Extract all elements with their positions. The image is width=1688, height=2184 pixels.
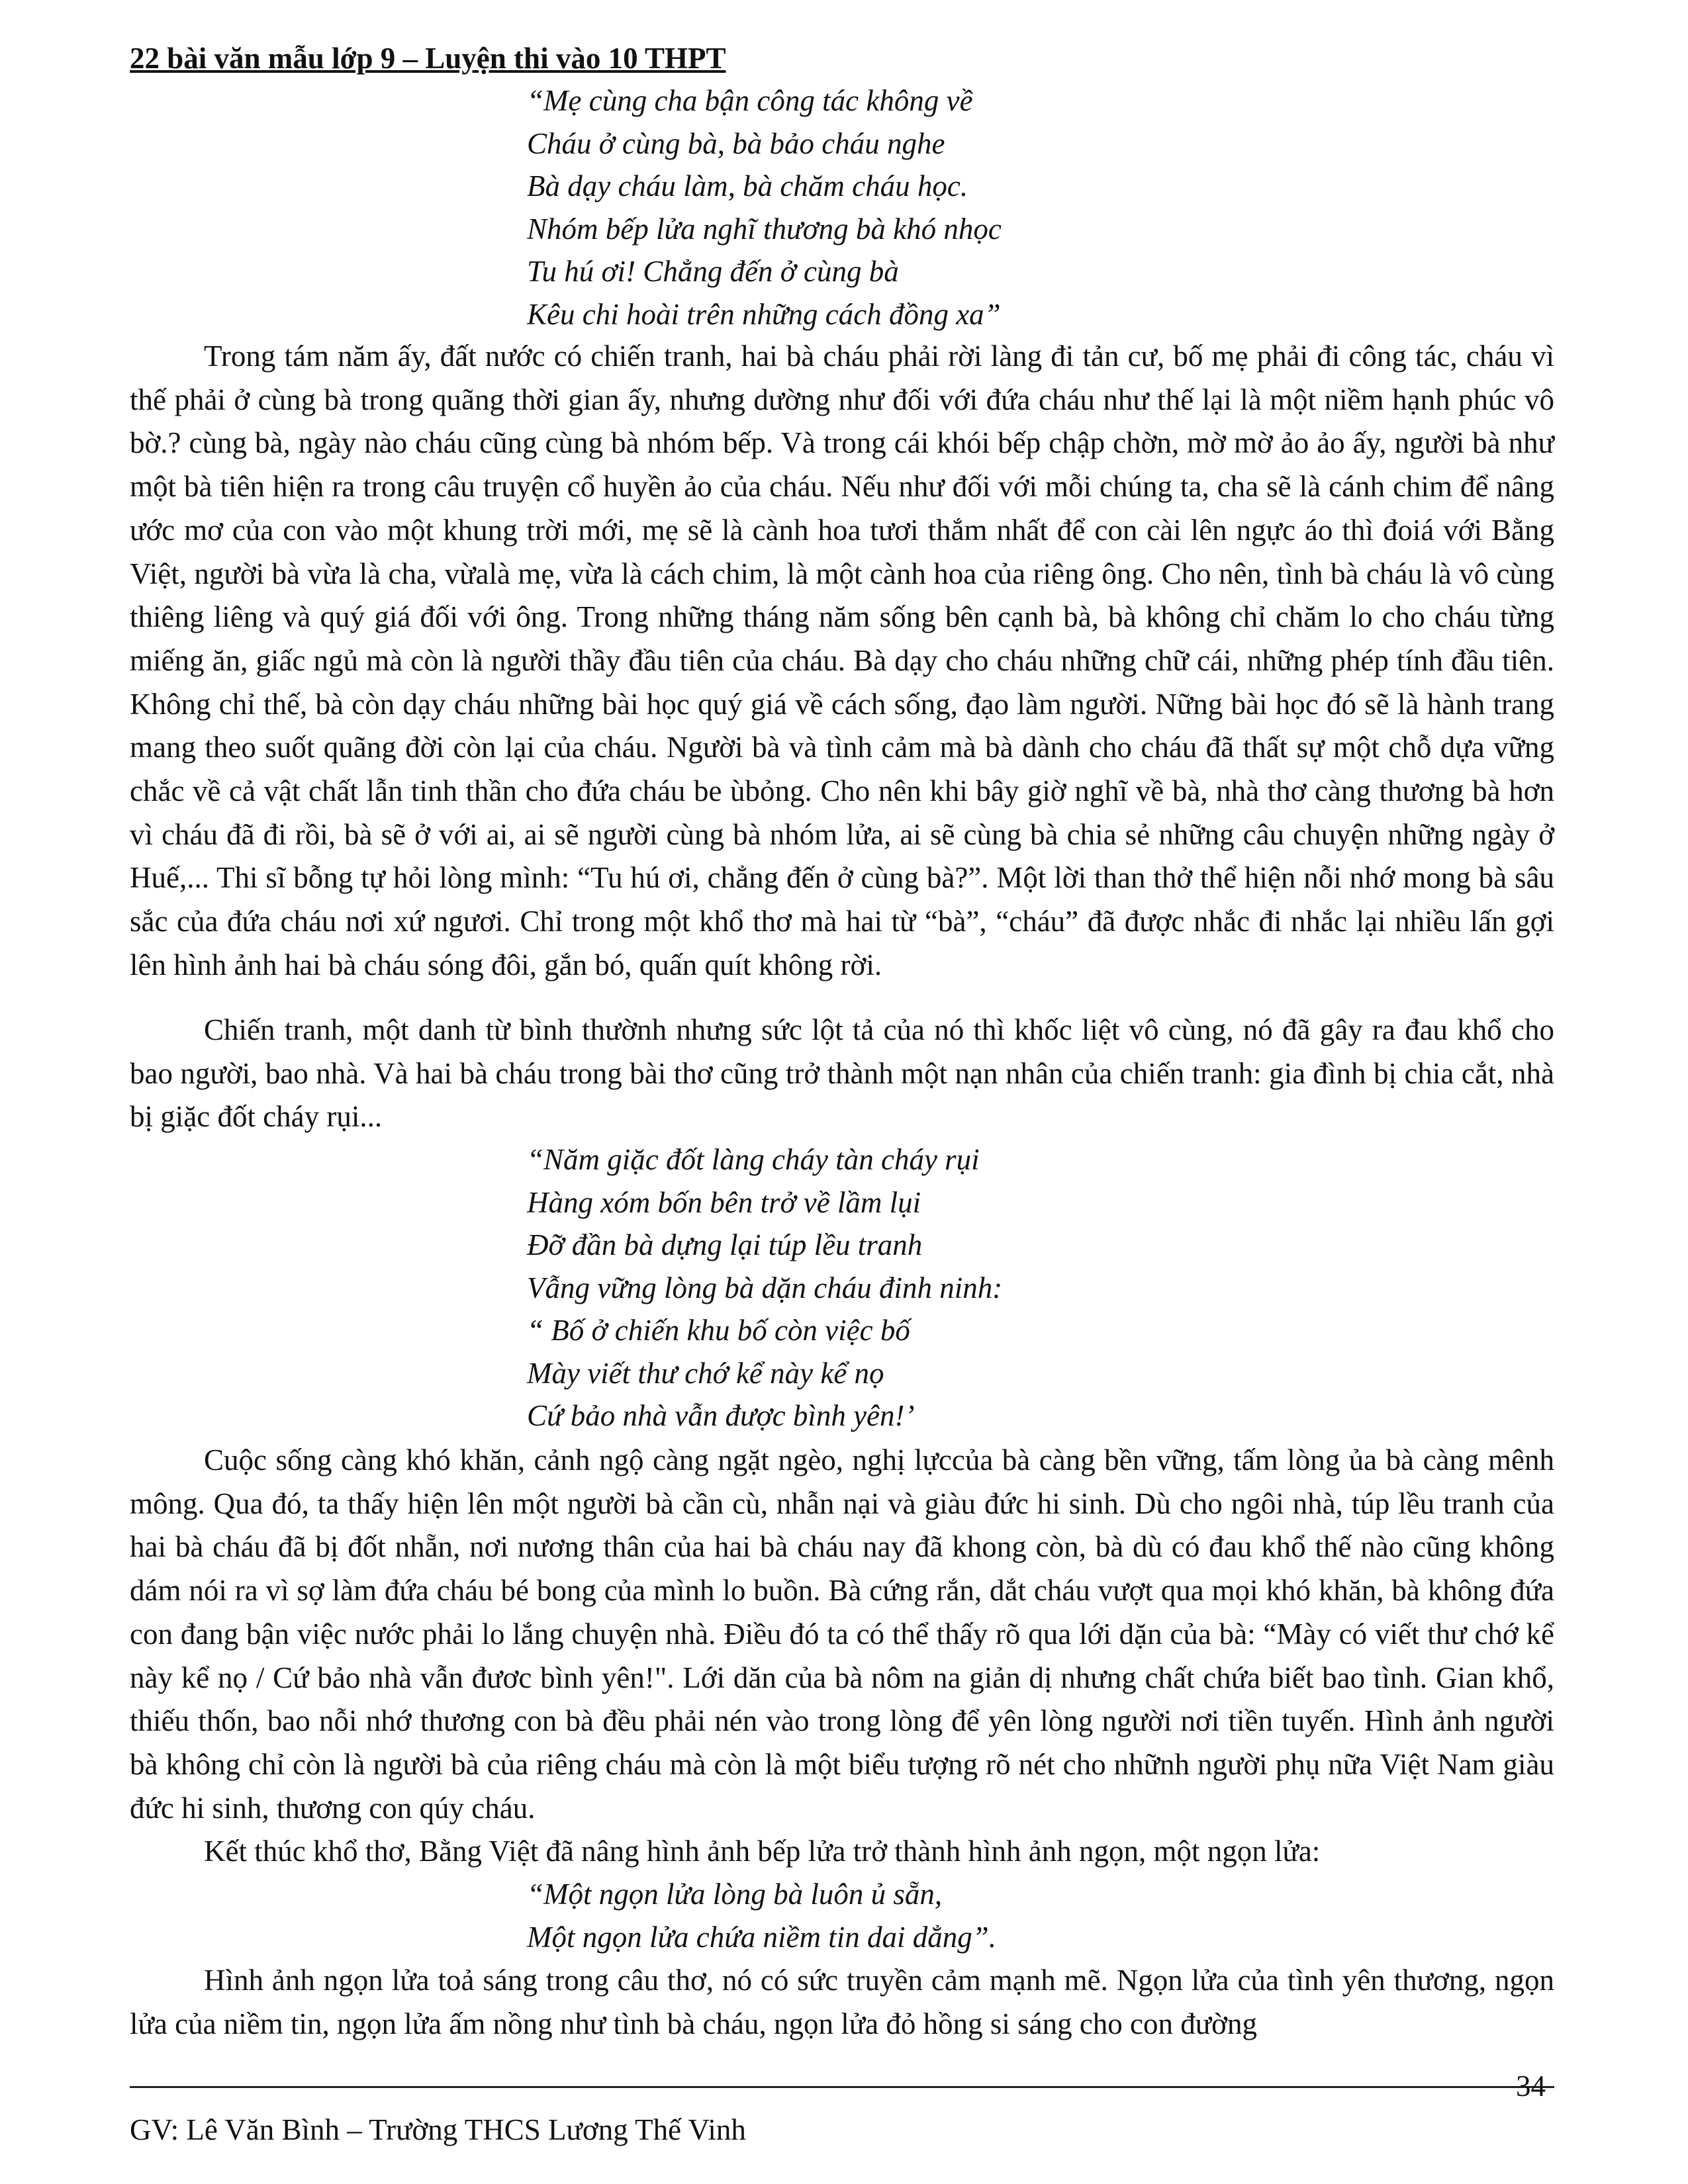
footer-author: GV: Lê Văn Bình – Trường THCS Lương Thế Vinh bbox=[130, 2113, 746, 2146]
poem-line: Hàng xóm bốn bên trở về lầm lụi bbox=[527, 1185, 921, 1219]
document-header-title: 22 bài văn mẫu lớp 9 – Luyện thi vào 10 THPT bbox=[130, 42, 726, 75]
poem-line: Cháu ở cùng bà, bà bảo cháu nghe bbox=[527, 126, 945, 160]
poem-line: Đỡ đần bà dựng lại túp lều tranh bbox=[527, 1228, 923, 1261]
body-paragraph-5: Hình ảnh ngọn lửa toả sáng trong câu thơ, nó có sức truyền cảm mạnh mẽ. Ngọn lửa của tình yên thương, ngọn lửa của niềm tin, ngọn lửa ấm nồng như tình bà cháu, ngọn lửa đỏ hồng si sáng cho con đường bbox=[130, 1964, 1554, 2040]
poem-line: Mày viết thư chớ kể này kể nọ bbox=[527, 1356, 884, 1390]
page-number: 34 bbox=[1516, 2070, 1546, 2103]
poem-line: Cứ bảo nhà vẫn được bình yên!’ bbox=[527, 1399, 915, 1432]
poem-stanza-1 bbox=[527, 79, 1002, 336]
footer-divider bbox=[130, 2086, 1554, 2088]
body-paragraph-4: Kết thúc khổ thơ, Bằng Việt đã nâng hình ảnh bếp lửa trở thành hình ảnh ngọn, một ngọn lửa: bbox=[204, 1835, 1321, 1868]
poem-line: Bà dạy cháu làm, bà chăm cháu học. bbox=[527, 169, 968, 203]
poem-line: Một ngọn lửa chứa niềm tin dai dẳng”. bbox=[527, 1920, 997, 1954]
body-paragraph-2: Chiến tranh, một danh từ bình thườnh nhưng sức lột tả của nó thì khốc liệt vô cùng, nó đã gây ra đau khổ cho bao người, bao nhà. Và hai bà cháu trong bài thơ cũng trở thành một nạn nhân của chiến tranh: gia đình bị chia cắt, nhà bị giặc đốt cháy rụi... bbox=[130, 1013, 1554, 1134]
poem-line: “Mẹ cùng cha bận công tác không về bbox=[527, 84, 973, 117]
poem-line: “ Bố ở chiến khu bố còn việc bố bbox=[527, 1314, 910, 1347]
poem-line: Tu hú ơi! Chẳng đến ở cùng bà bbox=[527, 255, 899, 288]
body-paragraph-3: Cuộc sống càng khó khăn, cảnh ngộ càng ngặt ngèo, nghị lựccủa bà càng bền vững, tấm lòng ủa bà càng mênh mông. Qua đó, ta thấy hiện lên một người bà cần cù, nhẫn nại và giàu đức hi sinh. Dù cho ngôi nhà, túp lều tranh của hai bà cháu đã bị đốt nhẵn, nơi nương thân của hai bà cháu nay đã khong còn, bà dù có đau khổ thế nào cũng không dám nói ra vì sợ làm đứa cháu bé bong của mình lo buồn. Bà cứng rắn, dắt cháu vượt qua mọi khó khăn, bà không đứa con đang bận việc nước phải lo lắng chuyện nhà. Điều đó ta có thể thấy rõ qua lới dặn của bà: “Mày có viết thư chớ kể này kể nọ / Cứ bảo nhà vẫn đươc bình yên!". Lới dăn của bà nôm na giản dị nhưng chất chứa biết bao tình. Gian khổ, thiếu thốn, bao nỗi nhớ thương con bà đều phải nén vào trong lòng để yên lòng người nơi tiền tuyến. Hình ảnh người bà không chỉ còn là người bà của riêng cháu mà còn là một biểu tượng rõ nét cho nhữnh người phụ nữa Việt Nam giàu đức hi sinh, thương con qúy cháu. bbox=[130, 1443, 1554, 1825]
poem-line: “Một ngọn lửa lòng bà luôn ủ sẵn, bbox=[527, 1878, 943, 1911]
poem-line: Kêu chi hoài trên những cách đồng xa” bbox=[527, 297, 1001, 331]
poem-line: Nhóm bếp lửa nghĩ thương bà khó nhọc bbox=[527, 212, 1002, 246]
poem-stanza-2 bbox=[527, 1138, 1002, 1437]
body-paragraph-1: Trong tám năm ấy, đất nước có chiến tranh, hai bà cháu phải rời làng đi tản cư, bố mẹ phải đi công tác, cháu vì thế phải ở cùng bà trong quãng thời gian ấy, nhưng dường như đối với đứa cháu như thế lại là một niềm hạnh phúc vô bờ.? cùng bà, ngày nào cháu cũng cùng bà nhóm bếp. Và trong cái khói bếp chập chờn, mờ mờ ảo ảo ấy, người bà như một bà tiên hiện ra trong câu truyện cổ huyền ảo của cháu. Nếu như đối với mỗi chúng ta, cha sẽ là cánh chim để nâng ước mơ của con vào một khung trời mới, mẹ sẽ là cành hoa tươi thắm nhất để con cài lên ngực áo thì đoiá với Bằng Việt, người bà vừa là cha, vừalà mẹ, vừa là cách chim, là một cành hoa của riêng ông. Cho nên, tình bà cháu là vô cùng thiêng liêng và quý giá đối với ông. Trong những tháng năm sống bên cạnh bà, bà không chỉ chăm lo cho cháu từng miếng ăn, giấc ngủ mà còn là người thầy đầu tiên của cháu. Bà dạy cho cháu những chữ cái, những phép tính đầu tiên. Không chỉ thế, bà còn dạy cháu những bài học quý giá về cách sống, đạo làm người. Nững bài học đó sẽ là hành trang mang theo suốt quãng đời còn lại của cháu. Người bà và tình cảm mà bà dành cho cháu đã thất sự một chỗ dựa vững chắc về cả vật chất lẫn tinh thần cho đứa cháu be ùbỏng. Cho nên khi bây giờ nghĩ về bà, nhà thơ càng thương bà hơn vì cháu đã đi rồi, bà sẽ ở với ai, ai sẽ người cùng bà nhóm lửa, ai sẽ cùng bà chia sẻ những câu chuyện những ngày ở Huế,... Thi sĩ bỗng tự hỏi lòng mình: “Tu hú ơi, chẳng đến ở cùng bà?”. Một lời than thở thể hiện nỗi nhớ mong bà sâu sắc của đứa cháu nơi xứ ngươi. Chỉ trong một khổ thơ mà hai từ “bà”, “cháu” đã được nhắc đi nhắc lại nhiều lấn gợi lên hình ảnh hai bà cháu sóng đôi, gắn bó, quấn quít không rời. bbox=[130, 340, 1554, 981]
poem-line: Vẫng vững lòng bà dặn cháu đinh ninh: bbox=[527, 1271, 1003, 1304]
poem-line: “Năm giặc đốt làng cháy tàn cháy rụi bbox=[527, 1143, 980, 1176]
poem-stanza-3 bbox=[527, 1873, 996, 1958]
